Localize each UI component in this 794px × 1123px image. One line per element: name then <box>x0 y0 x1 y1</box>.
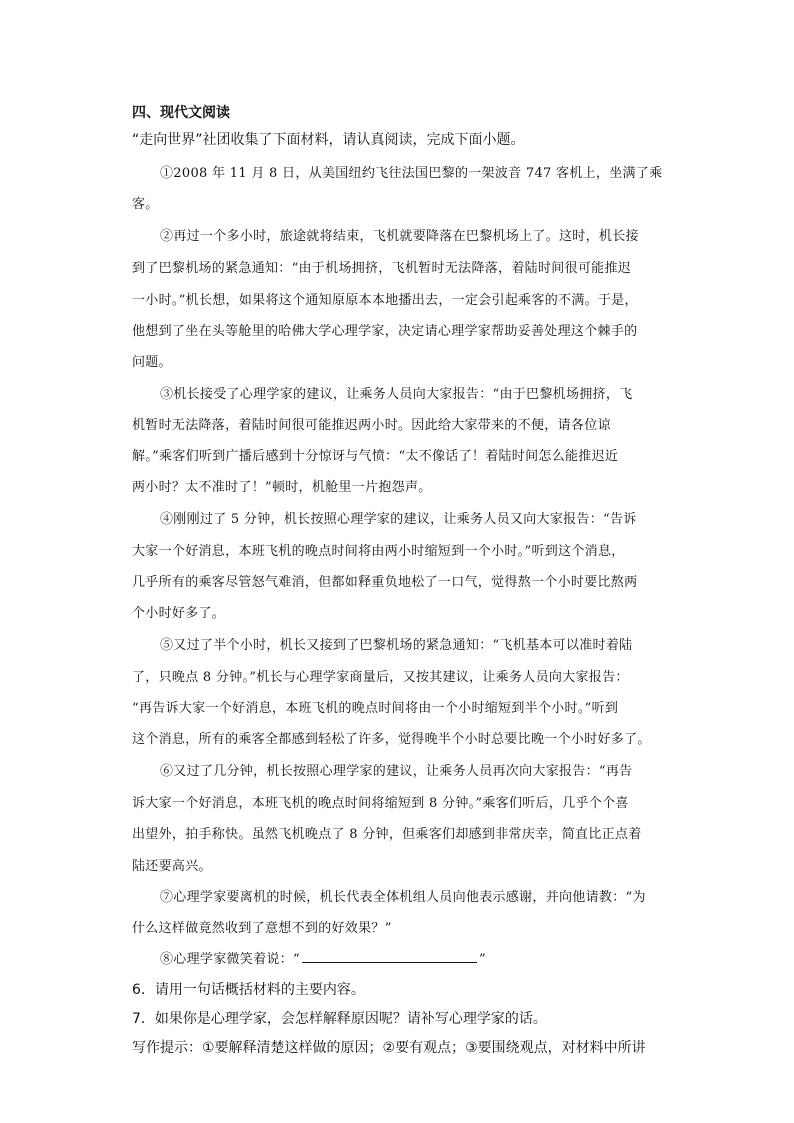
passage-p3-line2: 机暂时无法降落，着陆时间很可能推迟两小时。因此给大家带来的不便，请各位谅 <box>132 418 611 433</box>
passage-p6-line3: 出望外，拍手称快。虽然飞机晚点了 8 分钟，但乘客们却感到非常庆幸，简直比正点着 <box>132 827 642 842</box>
question-7: 7．如果你是心理学家，会怎样解释原因呢？请补写心理学家的话。 <box>132 1011 547 1027</box>
passage-p4-line1: ④刚刚过了 5 分钟，机长按照心理学家的建议，让乘务人员又向大家报告：“告诉 <box>160 512 637 527</box>
passage-p3-line4: 两小时？太不准时了！”顿时，机舱里一片抱怨声。 <box>132 480 432 495</box>
passage-p5-line1: ⑤又过了半个小时，机长又接到了巴黎机场的紧急通知：“飞机基本可以准时着陆 <box>160 638 633 653</box>
passage-p2-line3: 一小时。”机长想，如果将这个通知原原本本地播出去，一定会引起乘客的不满。于是， <box>132 293 638 308</box>
passage-p6-line2: 诉大家一个好消息，本班飞机的晚点时间将缩短到 8 分钟。”乘客们听后，几乎个个喜 <box>132 796 629 811</box>
passage-p4-line4: 个小时好多了。 <box>132 606 226 621</box>
section-intro: “走向世界”社团收集了下面材料，请认真阅读，完成下面小题。 <box>132 132 525 148</box>
passage-p7-line1: ⑦心理学家要离机的时候，机长代表全体机组人员向他表示感谢，并向他请教：“为 <box>160 890 646 905</box>
answer-blank[interactable] <box>302 950 477 963</box>
passage-p8-after: ” <box>478 952 486 967</box>
passage-p6-line1: ⑥又过了几分钟，机长按照心理学家的建议，让乘务人员再次向大家报告：“再告 <box>160 764 633 779</box>
passage-p6-line4: 陆还要高兴。 <box>132 859 212 874</box>
writing-tip: 写作提示：①要解释清楚这样做的原因；②要有观点；③要围绕观点，对材料中所讲 <box>132 1040 646 1056</box>
passage-p7-line2: 什么这样做竟然收到了意想不到的好效果？” <box>132 921 392 936</box>
passage-p4-line3: 几乎所有的乘客尽管怒气难消，但都如释重负地松了一口气，觉得熬一个小时要比熬两 <box>132 575 638 590</box>
section-heading: 四、现代文阅读 <box>132 105 230 121</box>
passage-p2-line1: ②再过一个多小时，旅途就将结束，飞机就要降落在巴黎机场上了。这时，机长接 <box>160 229 639 244</box>
passage-p5-line2: 了，只晚点 8 分钟。”机长与心理学家商量后，又按其建议，让乘务人员向大家报告： <box>132 670 629 685</box>
passage-p3-line1: ③机长接受了心理学家的建议，让乘务人员向大家报告：“由于巴黎机场拥挤，飞 <box>160 387 633 402</box>
passage-p1-line1: ①2008 年 11 月 8 日，从美国纽约飞往法国巴黎的一架波音 747 客机上，坐满了乘 <box>160 166 663 181</box>
passage-p5-line4: 这个消息，所有的乘客全都感到轻松了许多，觉得晚半个小时总要比晚一个小时好多了。 <box>132 732 651 747</box>
passage-p8-line <box>160 948 486 967</box>
passage-p4-line2: 大家一个好消息，本班飞机的晚点时间将由两小时缩短到一个小时。”听到这个消息， <box>132 544 625 559</box>
passage-p5-line3: “再告诉大家一个好消息，本班飞机的晚点时间将由一个小时缩短到半个小时。”听到 <box>132 701 619 716</box>
passage-p2-line4: 他想到了坐在头等舱里的哈佛大学心理学家，决定请心理学家帮助妥善处理这个棘手的 <box>132 324 638 339</box>
passage-p3-line3: 解。”乘客们听到广播后感到十分惊讶与气愤：“太不像话了！着陆时间怎么能推迟近 <box>132 449 619 464</box>
question-6: 6．请用一句话概括材料的主要内容。 <box>132 982 365 998</box>
passage-p8-before: ⑧心理学家微笑着说：“ <box>160 952 300 967</box>
passage-p1-line2: 客。 <box>132 197 159 212</box>
passage-p2-line2: 到了巴黎机场的紧急通知：“由于机场拥挤，飞机暂时无法降落，着陆时间很可能推迟 <box>132 261 632 276</box>
passage-p2-line5: 问题。 <box>132 355 172 370</box>
